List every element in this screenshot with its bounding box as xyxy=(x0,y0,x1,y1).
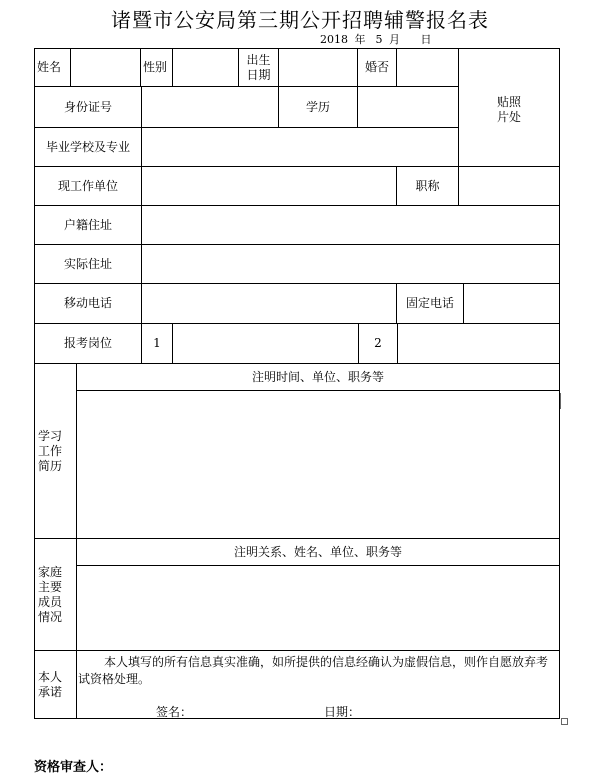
marital-field[interactable] xyxy=(396,48,459,87)
promise-text: 本人填写的所有信息真实准确，如所提供的信息经确认为虚假信息，则作自愿放弃考试资格处理。 xyxy=(78,655,549,686)
school-major-field[interactable] xyxy=(141,127,459,167)
marital-label: 婚否 xyxy=(357,48,397,87)
current-employer-field[interactable] xyxy=(141,166,397,206)
household-address-label: 户籍住址 xyxy=(34,205,142,245)
education-label: 学历 xyxy=(278,86,358,128)
title-label: 职称 xyxy=(396,166,459,206)
mobile-label: 移动电话 xyxy=(34,283,142,324)
resume-label: 学习工作简历 xyxy=(34,363,77,539)
gender-label: 性别 xyxy=(140,48,173,87)
gender-field[interactable] xyxy=(172,48,239,87)
table-resize-handle[interactable] xyxy=(561,718,568,725)
id-number-label: 身份证号 xyxy=(34,86,142,128)
form-date: 2018 年 5 月 日 xyxy=(320,33,432,46)
actual-address-label: 实际住址 xyxy=(34,244,142,284)
actual-address-field[interactable] xyxy=(141,244,560,284)
landline-label: 固定电话 xyxy=(396,283,464,324)
title-field[interactable] xyxy=(458,166,560,206)
current-employer-label: 现工作单位 xyxy=(34,166,142,206)
resume-field[interactable] xyxy=(76,390,560,539)
photo-box[interactable] xyxy=(458,48,560,167)
education-field[interactable] xyxy=(357,86,459,128)
family-label: 家庭主要成员情况 xyxy=(34,538,77,651)
signature-label: 签名： xyxy=(156,705,193,719)
mobile-field[interactable] xyxy=(141,283,397,324)
family-field[interactable] xyxy=(76,565,560,651)
household-address-field[interactable] xyxy=(141,205,560,245)
landline-field[interactable] xyxy=(463,283,560,324)
form-title: 诸暨市公安局第三期公开招聘辅警报名表 xyxy=(111,8,489,32)
name-label: 姓名 xyxy=(34,48,71,87)
birth-date-field[interactable] xyxy=(278,48,358,87)
position-2-label: 2 xyxy=(358,323,398,364)
family-hint: 注明关系、姓名、单位、职务等 xyxy=(76,538,560,566)
position-2-field[interactable] xyxy=(397,323,560,364)
name-field[interactable] xyxy=(70,48,141,87)
sign-date-label: 日期： xyxy=(324,705,361,719)
resume-hint: 注明时间、单位、职务等 xyxy=(76,363,560,391)
promise-label: 本人承诺 xyxy=(34,650,77,719)
id-number-field[interactable] xyxy=(141,86,279,128)
position-1-label: 1 xyxy=(141,323,173,364)
position-label: 报考岗位 xyxy=(34,323,142,364)
birth-date-label: 出生日期 xyxy=(238,48,279,87)
text-cursor xyxy=(560,393,561,409)
photo-label: 贴照片处 xyxy=(496,95,521,124)
position-1-field[interactable] xyxy=(172,323,359,364)
school-major-label: 毕业学校及专业 xyxy=(34,127,142,167)
reviewer-label: 资格审查人： xyxy=(34,760,113,775)
